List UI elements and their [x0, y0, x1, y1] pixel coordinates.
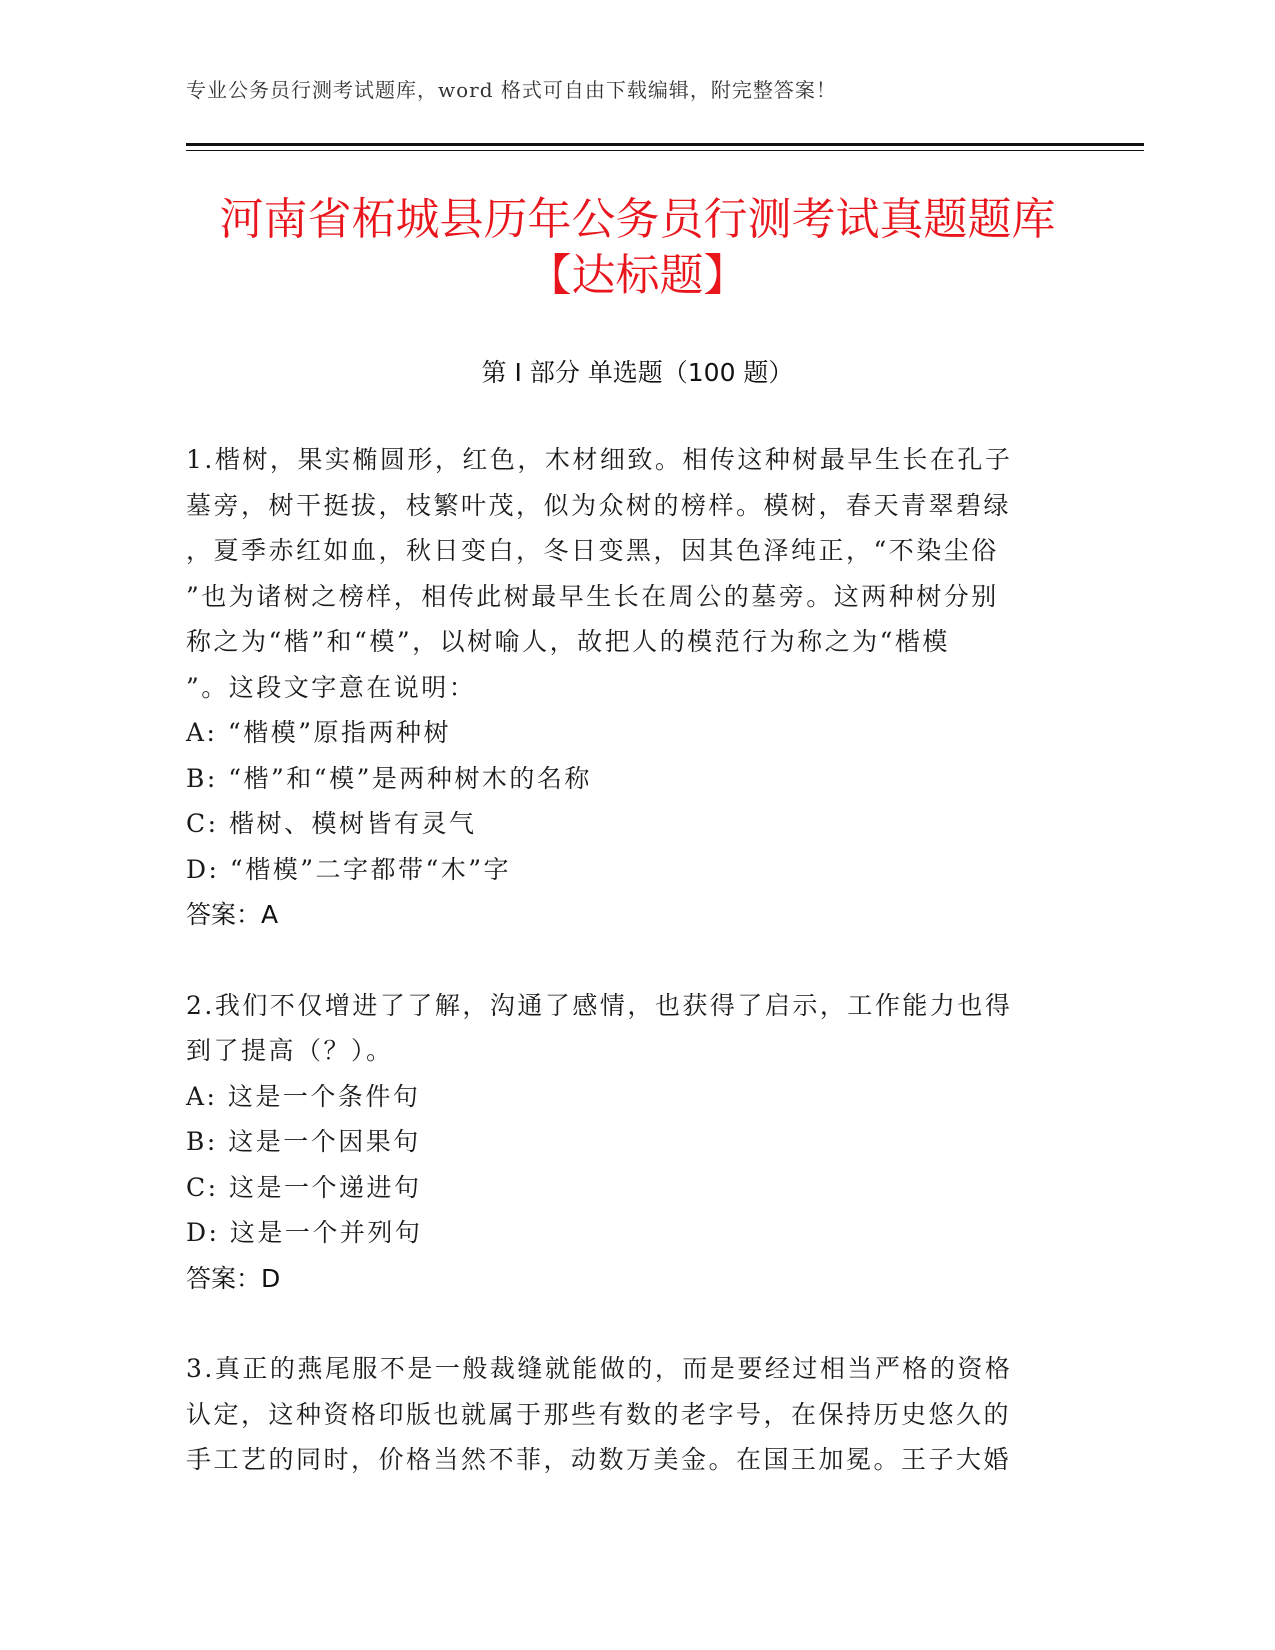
- document-title-line-1: 河南省柘城县历年公务员行测考试真题题库: [219, 194, 1056, 245]
- option-a: A: 这是一个条件句: [186, 1081, 421, 1111]
- question-3: [186, 1346, 1052, 1483]
- section-title: 第 I 部分 单选题（100 题）: [481, 358, 794, 387]
- question-stem-line: 称之为“楷”和“模”，以树喻人，故把人的模范行为称之为“楷模: [186, 627, 950, 656]
- option-d: D: “楷模”二字都带“木”字: [186, 854, 512, 884]
- question-stem-line: ”也为诸树之榜样，相传此树最早生长在周公的墓旁。这两种树分别: [186, 581, 999, 611]
- header-divider-thick: [186, 143, 1144, 146]
- document-title-line-2: 【达标题】: [527, 250, 748, 301]
- option-c: C: 这是一个递进句: [186, 1172, 422, 1202]
- question-stem-line: 墓旁，树干挺拔，枝繁叶茂，似为众树的榜样。模树，春天青翠碧绿: [186, 490, 1012, 520]
- option-b: B: 这是一个因果句: [186, 1127, 421, 1156]
- question-stem-line: 2.我们不仅增进了了解，沟通了感情，也获得了启示，工作能力也得: [186, 990, 1013, 1020]
- option-c: C: 楷树、模树皆有灵气: [186, 809, 477, 838]
- question-stem-line: ”。这段文字意在说明：: [186, 672, 477, 702]
- question-stem-line: ，夏季赤红如血，秋日变白，冬日变黑，因其色泽纯正，“不染尘俗: [186, 536, 999, 565]
- answer-label: 答案：D: [186, 1263, 281, 1293]
- question-stem-line: 1.楷树，果实椭圆形，红色，木材细致。相传这种树最早生长在孔子: [186, 445, 1013, 474]
- option-b: B: “楷”和“模”是两种树木的名称: [186, 763, 592, 793]
- question-stem-line: 手工艺的同时，价格当然不菲，动数万美金。在国王加冕。王子大婚: [186, 1445, 1012, 1474]
- option-a: A: “楷模”原指两种树: [186, 718, 451, 747]
- question-1: [186, 437, 1052, 938]
- answer-label: 答案：A: [186, 900, 279, 929]
- header-divider-thin: [186, 150, 1144, 151]
- document-title: [150, 192, 1125, 304]
- page-header-tagline: 专业公务员行测考试题库，word 格式可自由下载编辑，附完整答案！: [186, 78, 837, 102]
- question-stem-line: 认定，这种资格印版也就属于那些有数的老字号，在保持历史悠久的: [186, 1399, 1012, 1429]
- question-2: [186, 983, 1052, 1302]
- question-list: [186, 437, 1052, 1483]
- question-stem-line: 3.真正的燕尾服不是一般裁缝就能做的，而是要经过相当严格的资格: [186, 1354, 1013, 1383]
- option-d: D: 这是一个并列句: [186, 1218, 423, 1247]
- question-stem-line: 到了提高（？）。: [186, 1036, 394, 1065]
